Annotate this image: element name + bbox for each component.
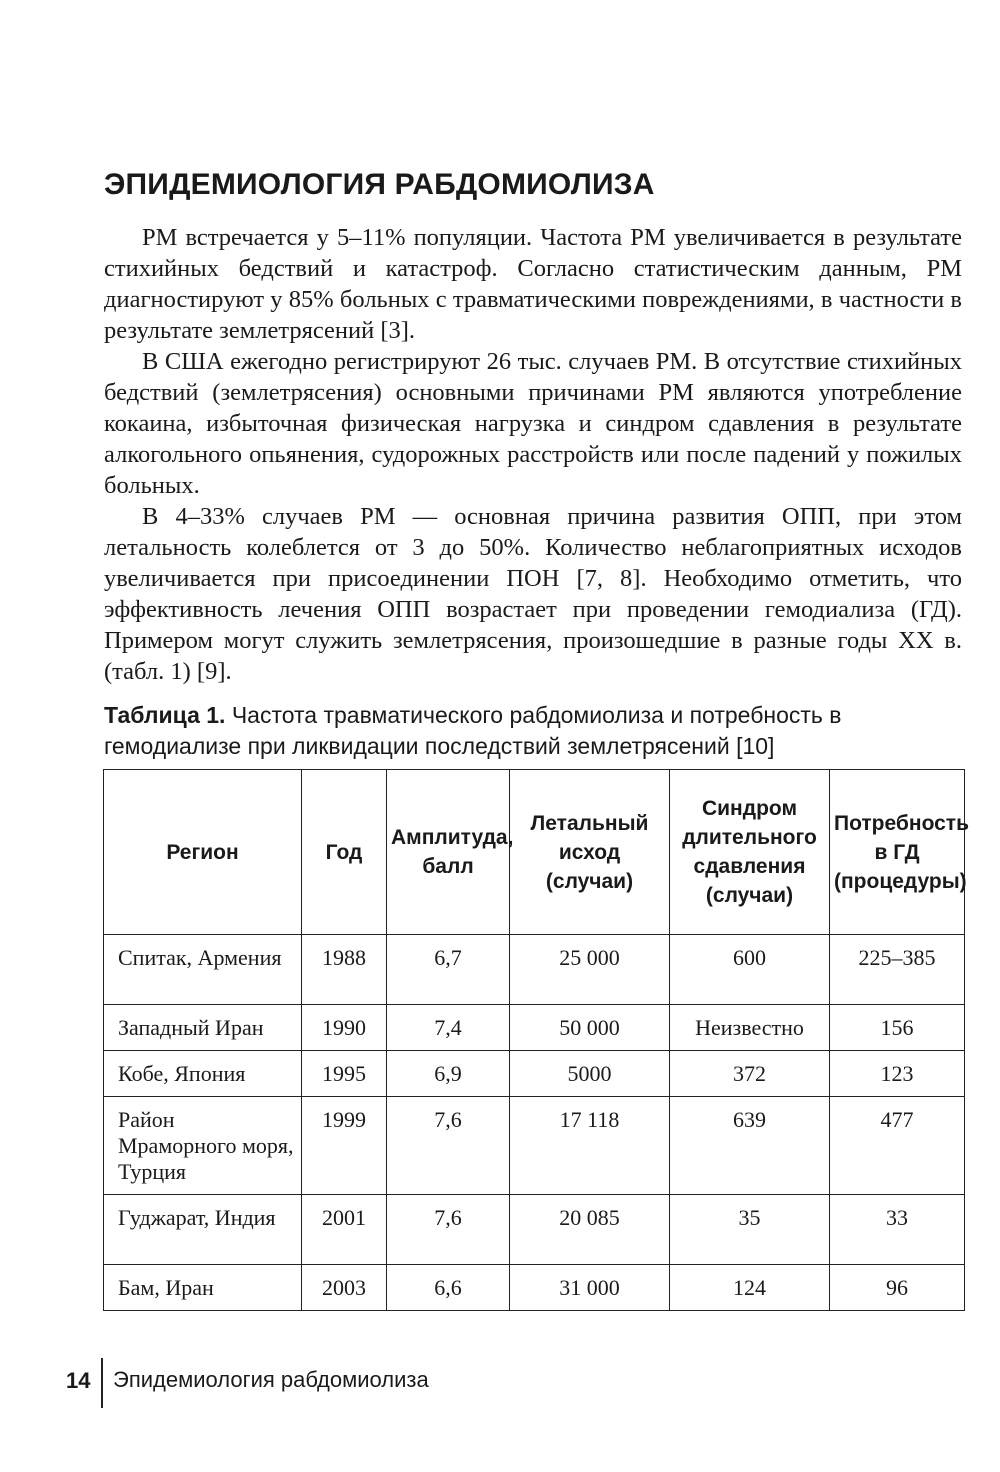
cell-deaths: 17 118 bbox=[510, 1097, 670, 1195]
cell-year: 2001 bbox=[302, 1195, 387, 1265]
cell-deaths: 25 000 bbox=[510, 935, 670, 1005]
header-amplitude: Амплитуда, балл bbox=[387, 770, 510, 935]
header-hd-need: Потребность в ГД (процедуры) bbox=[830, 770, 965, 935]
running-title: Эпидемиология рабдомиолиза bbox=[113, 1367, 429, 1392]
cell-crush: 124 bbox=[670, 1265, 830, 1311]
body-text bbox=[104, 222, 962, 687]
cell-crush: 600 bbox=[670, 935, 830, 1005]
cell-amplitude: 6,7 bbox=[387, 935, 510, 1005]
header-region: Регион bbox=[104, 770, 302, 935]
cell-region: Кобе, Япония bbox=[104, 1051, 302, 1097]
cell-year: 1988 bbox=[302, 935, 387, 1005]
cell-region: Спитак, Армения bbox=[104, 935, 302, 1005]
cell-region: Западный Иран bbox=[104, 1005, 302, 1051]
table-row bbox=[104, 935, 965, 1005]
cell-year: 1995 bbox=[302, 1051, 387, 1097]
header-crush-syndrome: Синдром длительного сдавления (случаи) bbox=[670, 770, 830, 935]
header-deaths: Летальный исход (случаи) bbox=[510, 770, 670, 935]
cell-deaths: 20 085 bbox=[510, 1195, 670, 1265]
cell-region: Район Мраморного моря, Турция bbox=[104, 1097, 302, 1195]
section-heading: ЭПИДЕМИОЛОГИЯ РАБДОМИОЛИЗА bbox=[104, 168, 655, 201]
cell-region: Гуджарат, Индия bbox=[104, 1195, 302, 1265]
paragraph-1: РМ встречается у 5–11% популяции. Частота РМ увеличивается в результате стихийных бедствий и катастроф. Согласно статистическим данным, РМ диагностируют у 85% больных с травматическими повреждениями, в частности в результате землетрясений [3]. bbox=[104, 224, 962, 344]
cell-crush: Неизвестно bbox=[670, 1005, 830, 1051]
cell-hd: 33 bbox=[830, 1195, 965, 1265]
cell-crush: 35 bbox=[670, 1195, 830, 1265]
earthquake-table bbox=[103, 769, 969, 1311]
cell-crush: 372 bbox=[670, 1051, 830, 1097]
table-caption bbox=[104, 700, 964, 762]
table-row bbox=[104, 1005, 965, 1051]
cell-hd: 123 bbox=[830, 1051, 965, 1097]
table-header-row bbox=[104, 770, 965, 935]
cell-hd: 225–385 bbox=[830, 935, 965, 1005]
cell-year: 1999 bbox=[302, 1097, 387, 1195]
table-row bbox=[104, 1097, 965, 1195]
table-caption-text: Частота травматического рабдомиолиза и потребность в гемодиализе при ликвидации последствий землетрясений [10] bbox=[104, 702, 842, 759]
cell-amplitude: 7,4 bbox=[387, 1005, 510, 1051]
cell-region: Бам, Иран bbox=[104, 1265, 302, 1311]
cell-crush: 639 bbox=[670, 1097, 830, 1195]
cell-hd: 477 bbox=[830, 1097, 965, 1195]
cell-amplitude: 7,6 bbox=[387, 1097, 510, 1195]
cell-deaths: 31 000 bbox=[510, 1265, 670, 1311]
cell-amplitude: 6,9 bbox=[387, 1051, 510, 1097]
cell-year: 1990 bbox=[302, 1005, 387, 1051]
table-row bbox=[104, 1265, 965, 1311]
header-year: Год bbox=[302, 770, 387, 935]
table-row bbox=[104, 1051, 965, 1097]
cell-hd: 96 bbox=[830, 1265, 965, 1311]
cell-year: 2003 bbox=[302, 1265, 387, 1311]
paragraph-3: В 4–33% случаев РМ — основная причина развития ОПП, при этом летальность колеблется от 3 до 50%. Количество неблагоприятных исходов увеличивается при присоединении ПОН [7, 8]. Необходимо отметить, что эффективность лечения ОПП возрастает при проведении гемодиализа (ГД). Примером могут служить землетрясения, произошедшие в разные годы XX в. (табл. 1) [9]. bbox=[104, 503, 962, 685]
cell-deaths: 5000 bbox=[510, 1051, 670, 1097]
cell-deaths: 50 000 bbox=[510, 1005, 670, 1051]
page-number: 14 bbox=[66, 1368, 91, 1393]
footer-divider bbox=[101, 1358, 103, 1408]
paragraph-2: В США ежегодно регистрируют 26 тыс. случаев РМ. В отсутствие стихийных бедствий (землетрясения) основными причинами РМ являются употребление кокаина, избыточная физическая нагрузка и синдром сдавления в результате алкогольного опьянения, судорожных расстройств или после падений у пожилых больных. bbox=[104, 348, 962, 499]
cell-amplitude: 7,6 bbox=[387, 1195, 510, 1265]
cell-hd: 156 bbox=[830, 1005, 965, 1051]
table-caption-label: Таблица 1. bbox=[104, 702, 226, 728]
table-row bbox=[104, 1195, 965, 1265]
cell-amplitude: 6,6 bbox=[387, 1265, 510, 1311]
